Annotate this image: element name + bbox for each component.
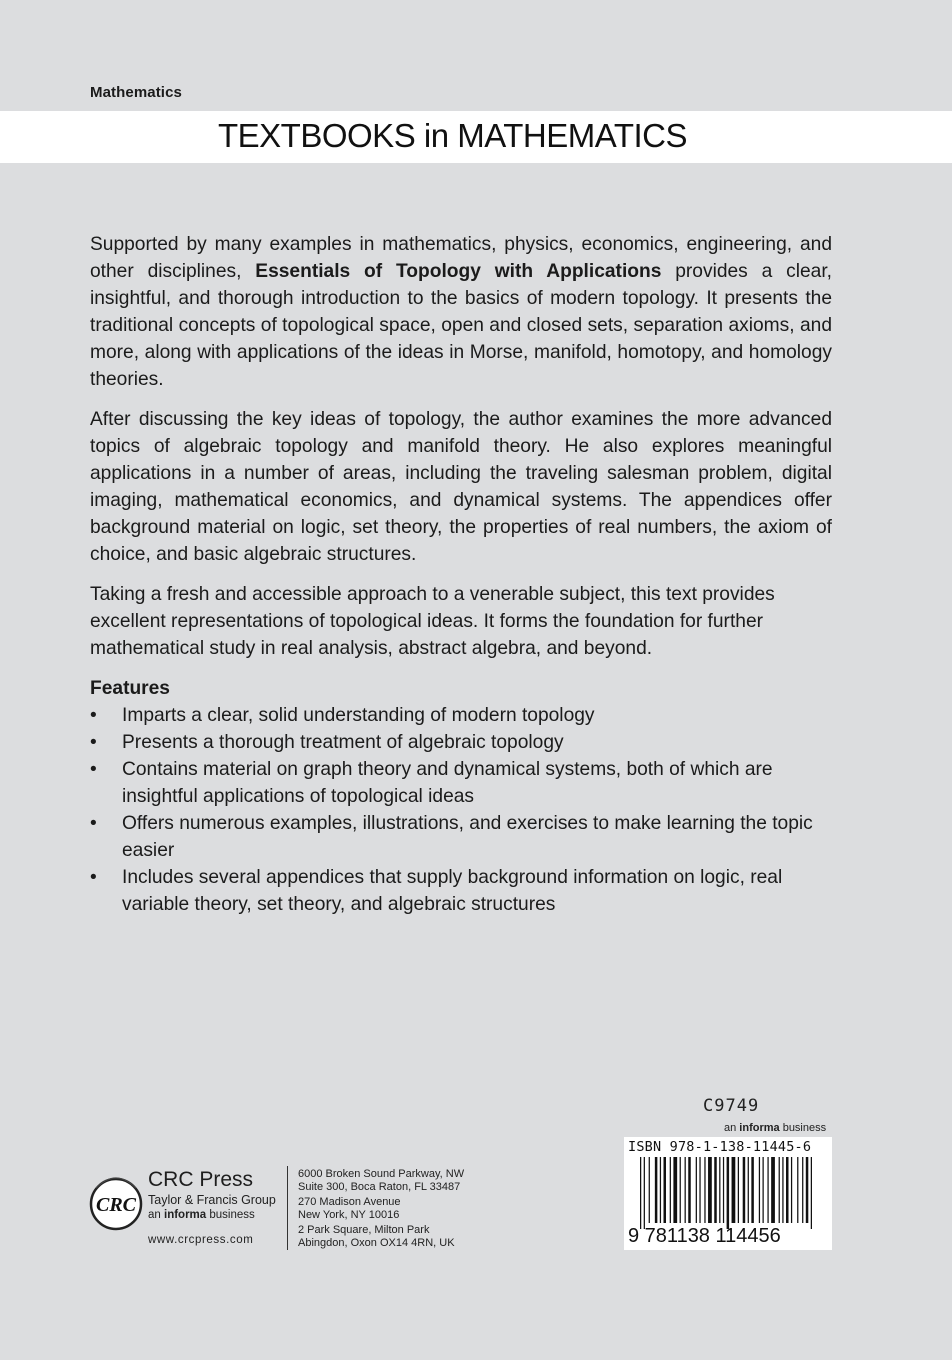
feature-item: • Offers numerous examples, illustrations, and exercises to make learning the topic easier (90, 810, 832, 864)
isbn-digits: 9 781138 114456 (628, 1225, 781, 1247)
description-paragraph-1: Supported by many examples in mathematics, physics, economics, engineering, and other disciplines, Essentials of Topology with Applications provides a clear, insightful, and thorough introduction to the basics of modern topology. It presents the traditional concepts of topological space, open and closed sets, separation axioms, and more, along with applications of the ideas in Morse, manifold, homotopy, and homology theories. (90, 234, 832, 390)
feature-item: • Imparts a clear, solid understanding of modern topology (90, 702, 832, 729)
barcode-bar (811, 1157, 812, 1229)
barcode-bar (732, 1157, 736, 1223)
divider (287, 1166, 288, 1250)
bullet-icon: • (90, 759, 97, 780)
description-paragraph-2: After discussing the key ideas of topology, the author examines the more advanced topics of algebraic topology and manifold theory. He also explores meaningful applications in a number of areas, including the traveling salesman problem, digital imaging, mathematical economics, and dynamical systems. The appendices offer background material on logic, set theory, the properties of real numbers, the axiom of choice, and basic algebraic structures. (90, 409, 832, 565)
barcode-bar (782, 1157, 783, 1223)
barcode-bar (738, 1157, 739, 1223)
barcode-bar (664, 1157, 667, 1223)
product-code: C9749 (703, 1096, 760, 1116)
barcode-bar (670, 1157, 671, 1223)
address-block: 270 Madison Avenue New York, NY 10016 (298, 1196, 401, 1221)
book-title: Essentials of Topology with Applications (255, 261, 662, 282)
isbn-label: ISBN 978-1-138-11445-6 (628, 1139, 812, 1155)
barcode-bar (727, 1157, 730, 1229)
bullet-icon: • (90, 813, 97, 834)
barcode-bar (680, 1157, 681, 1223)
barcode-bar (649, 1157, 650, 1223)
publisher-name: CRC Press (148, 1168, 254, 1191)
isbn-barcode (624, 1137, 832, 1250)
publisher-group: Taylor & Francis Group (148, 1193, 276, 1207)
barcode-bar (786, 1157, 789, 1223)
publisher-brand (148, 1168, 276, 1248)
barcode-bar (779, 1157, 780, 1223)
barcode-bar (685, 1157, 686, 1223)
bullet-icon: • (90, 705, 97, 726)
barcode-bar (748, 1157, 749, 1223)
logo-text: CRC (95, 1194, 137, 1216)
barcode-bar (719, 1157, 720, 1223)
feature-item: • Presents a thorough treatment of algebraic topology (90, 729, 832, 756)
barcode-bar (763, 1157, 764, 1223)
barcode-bar (640, 1157, 641, 1229)
crc-logo-icon (88, 1166, 144, 1236)
barcode-bar (688, 1157, 691, 1223)
address-block: 2 Park Square, Milton Park Abingdon, Oxon OX14 4RN, UK (298, 1224, 455, 1249)
barcode-icon (640, 1157, 818, 1229)
barcode-bar (714, 1157, 717, 1223)
barcode-bar (771, 1157, 775, 1223)
informa-tag: an informa business (724, 1122, 827, 1134)
feature-item: • Contains material on graph theory and dynamical systems, both of which are insightful applications of topological ideas (90, 756, 832, 810)
barcode-bar (644, 1157, 645, 1229)
barcode-bar (696, 1157, 697, 1223)
barcode-bar (767, 1157, 768, 1223)
publisher-addresses (298, 1168, 464, 1252)
barcode-bar (806, 1157, 809, 1223)
publisher-url[interactable]: www.crcpress.com (148, 1234, 254, 1246)
barcode-bar (743, 1157, 746, 1223)
barcode-bar (751, 1157, 754, 1223)
barcode-bar (708, 1157, 712, 1223)
barcode-bar (759, 1157, 760, 1223)
bullet-icon: • (90, 732, 97, 753)
publisher-informa: an informa business (148, 1209, 255, 1221)
category-label: Mathematics (90, 84, 182, 101)
barcode-bar (797, 1157, 798, 1223)
barcode-bar (723, 1157, 724, 1223)
barcode-bar (791, 1157, 792, 1223)
barcode-bar (802, 1157, 803, 1223)
features-heading: Features (90, 678, 170, 699)
barcode-bar (660, 1157, 661, 1223)
series-title: TEXTBOOKS in MATHEMATICS (218, 117, 687, 154)
book-description (90, 231, 832, 918)
features-list (90, 702, 832, 918)
barcode-bar (673, 1157, 677, 1223)
description-paragraph-3: Taking a fresh and accessible approach to a venerable subject, this text provides excellent representations of topological ideas. It forms the foundation for further mathematical study in real analysis, abstract algebra, and beyond. (90, 584, 775, 659)
address-block: 6000 Broken Sound Parkway, NW Suite 300, Boca Raton, FL 33487 (298, 1168, 465, 1193)
barcode-bar (704, 1157, 705, 1223)
barcode-bar (655, 1157, 658, 1223)
barcode-bar (699, 1157, 700, 1223)
bullet-icon: • (90, 867, 97, 888)
feature-item: • Includes several appendices that supply background information on logic, real variable theory, set theory, and algebraic structures (90, 864, 832, 918)
